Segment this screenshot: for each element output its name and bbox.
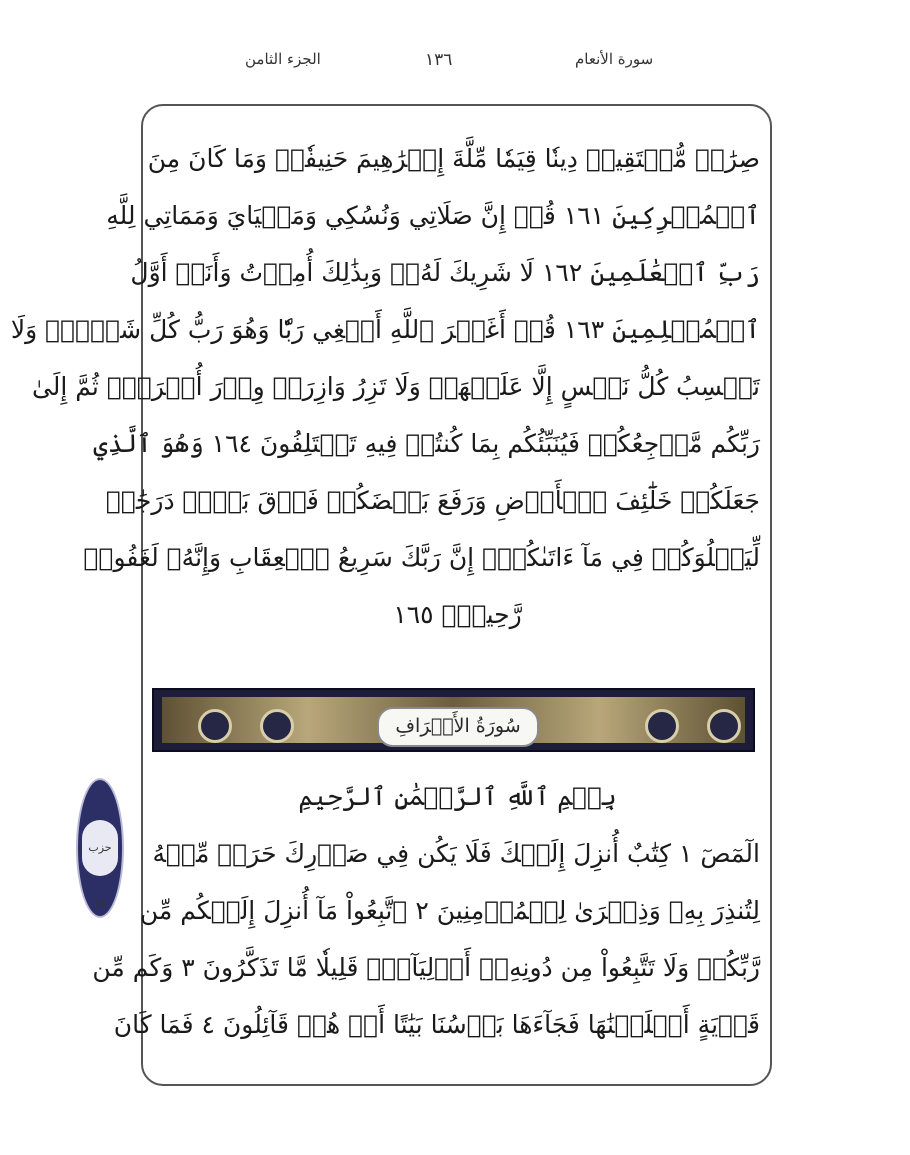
ornament-icon — [198, 709, 232, 743]
surah-title: سُورَةُ الأَعۡرَافِ — [377, 707, 539, 747]
banner-ornament — [162, 697, 745, 743]
text-line: رَبِّكُم مَّرۡجِعُكُمۡ فَيُنَبِّئُكُم بِمَا كُنتُمۡ فِيهِ تَخۡتَلِفُونَ ١٦٤ وَهُوَ ٱلَّذِي — [93, 429, 760, 458]
text-line: رَّحِيمُۢ ١٦٥ — [393, 600, 522, 629]
surah-banner — [152, 688, 755, 752]
hizb-label: حزب ١٥ — [82, 820, 118, 876]
ornament-icon — [645, 709, 679, 743]
text-line: رَّبِّكُمۡ وَلَا تَتَّبِعُواْ مِن دُونِهِۦٓ أَوۡلِيَآءَۗ قَلِيلٗا مَّا تَذَكَّرُونَ ٣ وَكَم مِّن — [92, 953, 760, 982]
text-line: قَرۡيَةٍ أَهۡلَكۡنَٰهَا فَجَآءَهَا بَأۡسُنَا بَيَٰتًا أَوۡ هُمۡ قَآئِلُونَ ٤ فَمَا كَانَ — [113, 1010, 760, 1039]
hizb-marker — [76, 778, 124, 918]
page-number: ١٣٦ — [425, 50, 453, 70]
text-line: جَعَلَكُمۡ خَلَٰٓئِفَ ٱلۡأَرۡضِ وَرَفَعَ بَعۡضَكُمۡ فَوۡقَ بَعۡضٖ دَرَجَٰتٖ — [105, 486, 760, 515]
text-line: لِّيَبۡلُوَكُمۡ فِي مَآ ءَاتَىٰكُمۡۗ إِنَّ رَبَّكَ سَرِيعُ ٱلۡعِقَابِ وَإِنَّهُۥ لَغَفُورٞ — [83, 543, 760, 572]
text-line: الٓمٓصٓ ١ كِتَٰبٌ أُنزِلَ إِلَيۡكَ فَلَا يَكُن فِي صَدۡرِكَ حَرَجٞ مِّنۡهُ — [152, 839, 760, 868]
text-line: لِتُنذِرَ بِهِۦ وَذِكۡرَىٰ لِلۡمُؤۡمِنِينَ ٢ ٱتَّبِعُواْ مَآ أُنزِلَ إِلَيۡكُم مِّن — [139, 896, 760, 925]
basmala: بِسۡمِ ٱللَّهِ ٱلرَّحۡمَٰنِ ٱلرَّحِيمِ — [298, 782, 617, 811]
header-left-title: الجزء الثامن — [245, 50, 321, 68]
ornament-icon — [707, 709, 741, 743]
text-line: تَكۡسِبُ كُلُّ نَفۡسٍ إِلَّا عَلَيۡهَاۚ وَلَا تَزِرُ وَازِرَةٞ وِزۡرَ أُخۡرَىٰۚ ثُمَّ إِلَىٰ — [31, 372, 760, 401]
text-block-top — [10, 130, 760, 643]
text-line: رَبِّ ٱلۡعَٰلَمِينَ ١٦٢ لَا شَرِيكَ لَهُۥۖ وَبِذَٰلِكَ أُمِرۡتُ وَأَنَا۠ أَوَّلُ — [130, 258, 760, 287]
header-right-title: سورة الأنعام — [575, 50, 654, 68]
text-line: ٱلۡمُشۡرِكِينَ ١٦١ قُلۡ إِنَّ صَلَاتِي وَنُسُكِي وَمَحۡيَايَ وَمَمَاتِي لِلَّهِ — [106, 201, 760, 230]
text-line: ٱلۡمُسۡلِمِينَ ١٦٣ قُلۡ أَغَيۡرَ ٱللَّهِ أَبۡغِي رَبّٗا وَهُوَ رَبُّ كُلِّ شَيۡءٖۚ وَلَا — [10, 315, 760, 344]
text-line: صِرَٰطٖ مُّسۡتَقِيمٖ دِينٗا قِيَمٗا مِّلَّةَ إِبۡرَٰهِيمَ حَنِيفٗاۚ وَمَا كَانَ مِنَ — [147, 144, 760, 173]
ornament-icon — [260, 709, 294, 743]
